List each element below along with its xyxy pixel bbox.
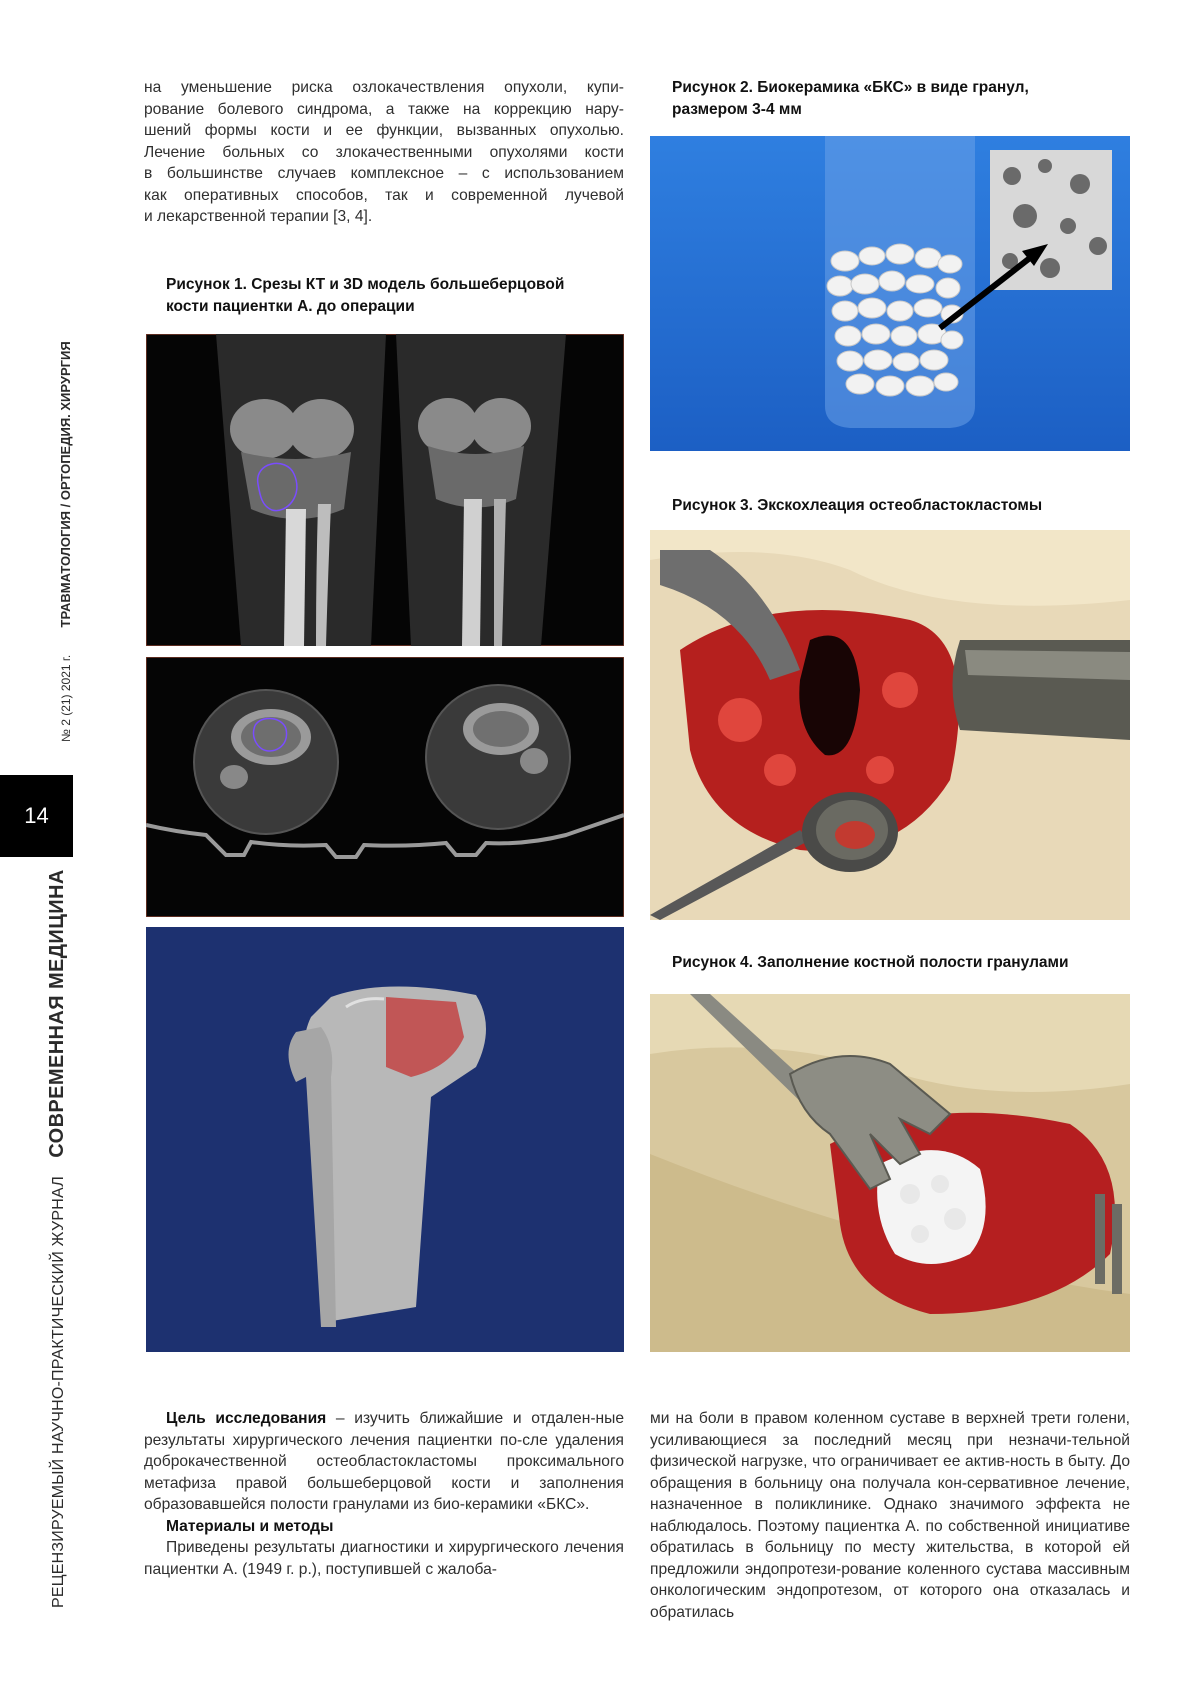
goal-label: Цель исследования	[166, 1410, 327, 1427]
figure-4-caption: Рисунок 4. Заполнение костной полости гранулами	[672, 954, 1069, 971]
body-left-column	[144, 1408, 624, 1580]
bone-3d-model-image	[146, 927, 624, 1352]
figure-3-caption: Рисунок 3. Экскохлеация остеобластокластомы	[672, 497, 1043, 514]
methods-paragraph: Приведены результаты диагностики и хирургического лечения пациентки А. (1949 г. р.), поступившей с жалоба-	[144, 1539, 624, 1578]
bioceramic-granules-image	[650, 136, 1130, 451]
bone-3d-model-drawing	[146, 927, 624, 1352]
intro-line: и лекарственной терапии [3, 4].	[144, 208, 373, 225]
figure-1-caption	[166, 274, 626, 317]
goal-text: – изучить ближайшие и отдален-ные результаты хирургического лечения пациентки по-сле удаления доброкачественной остеобластокластомы проксимального метафиза правой большеберцовой кости и заполнения образовавшейся полости гранулами из био-керамики «БКС».	[144, 1410, 624, 1513]
page-number: 14	[0, 775, 73, 857]
journal-type: РЕЦЕНЗИРУЕМЫЙ НАУЧНО-ПРАКТИЧЕСКИЙ ЖУРНАЛ	[50, 1176, 67, 1608]
intro-line: Лечение больных со злокачественными опухолями кости	[144, 143, 624, 161]
figure-2-caption-line: Рисунок 2. Биокерамика «БКС» в виде гранул,	[672, 79, 1029, 96]
journal-sidebar-label	[46, 869, 69, 1608]
intro-paragraph	[144, 77, 624, 228]
section-title: ТРАВМАТОЛОГИЯ / ОРТОПЕДИЯ. ХИРУРГИЯ	[58, 341, 73, 628]
figure-1-caption-line: кости пациентки А. до операции	[166, 297, 415, 315]
right-column-paragraph: ми на боли в правом коленном суставе в верхней трети голени, усиливающиеся за последний месяц при незначи-тельной физической нагрузке, что ограничивает ее актив-ность в быту. До обращения в больницу она получала кон-сервативное лечение, назначенное в поликлинике. Однако значимого эффекта не наблюдалось. Поэтому пациентка А. по собственной инициативе обратилась в больницу по месту жительства, в которой ей предложили эндопротези-рование коленного сустава массивным онкологическим эндопротезом, от которого она отказалась и обратилась	[650, 1410, 1130, 1621]
excochleation-image	[650, 530, 1130, 920]
methods-heading: Материалы и методы	[166, 1517, 334, 1535]
figure-2-caption	[672, 77, 1112, 120]
intro-line: рование болевого синдрома, а также на коррекцию нару-	[144, 100, 624, 118]
ct-axial-image	[146, 657, 624, 917]
excochleation-drawing	[650, 530, 1130, 920]
cavity-filling-drawing	[650, 994, 1130, 1352]
intro-line: в большинстве случаев комплексное – с использованием	[144, 165, 624, 182]
issue-section-label	[58, 341, 73, 742]
bioceramic-granules-drawing	[650, 136, 1130, 451]
intro-line: шений формы кости и ее функции, вызванных опухолью.	[144, 122, 624, 139]
figure-1-caption-line: Рисунок 1. Срезы КТ и 3D модель большеберцовой	[166, 276, 565, 293]
body-right-column	[650, 1408, 1130, 1623]
ct-coronal-drawing	[146, 334, 624, 646]
cavity-filling-image	[650, 994, 1130, 1352]
ct-coronal-image	[146, 334, 624, 646]
intro-line: на уменьшение риска озлокачествления опухоли, купи-	[144, 79, 624, 96]
issue-number: № 2 (21) 2021 г.	[59, 654, 73, 742]
ct-axial-drawing	[146, 657, 624, 917]
journal-title: СОВРЕМЕННАЯ МЕДИЦИНА	[46, 869, 68, 1158]
figure-2-caption-line: размером 3-4 мм	[672, 100, 802, 118]
goal-paragraph	[144, 1408, 624, 1516]
intro-line: как оперативных способов, так и современной лучевой	[144, 186, 624, 204]
